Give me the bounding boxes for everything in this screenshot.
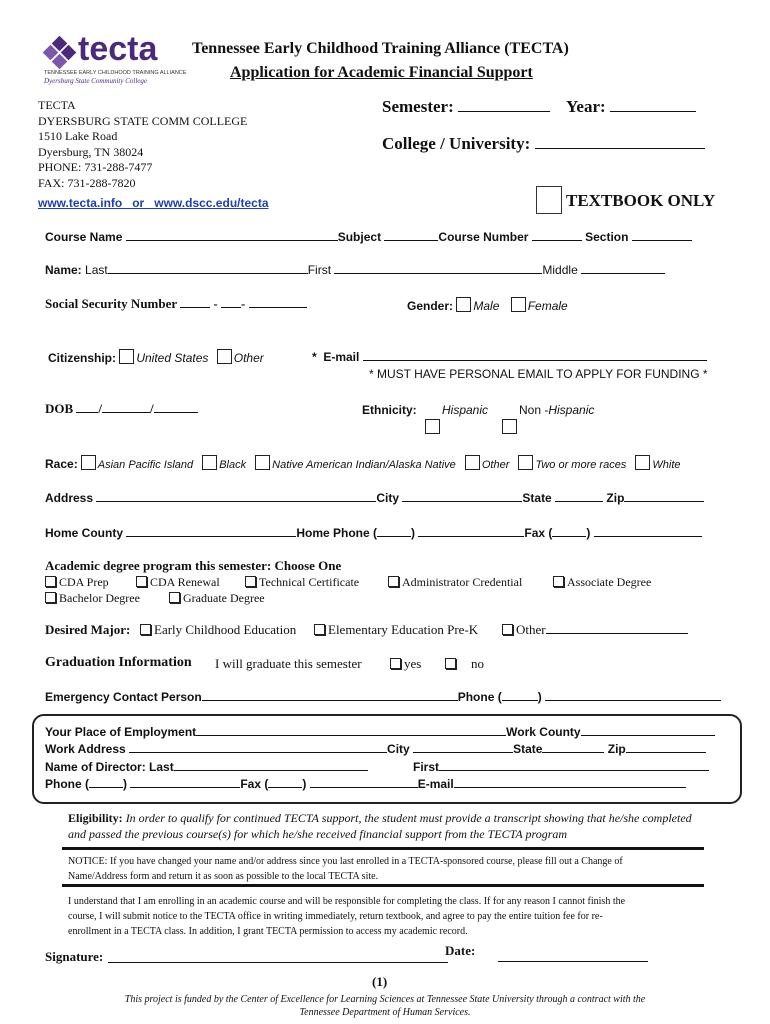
yes-label: yes [404,656,422,671]
emergency-contact-input[interactable] [202,689,458,701]
address-input[interactable] [96,490,376,502]
work-county-input[interactable] [581,724,715,736]
race-asian-checkbox[interactable] [81,455,96,470]
graduation-text: I will graduate this semester [215,656,362,671]
first-name-input[interactable] [334,262,542,274]
signature-input[interactable] [108,962,448,963]
address-block [38,98,247,191]
employment-row-2 [45,741,706,756]
signature-label: Signature: [45,949,104,964]
graduation-yes-wrap [390,656,421,672]
emergency-row [45,689,721,704]
diamond-logo-icon [42,36,78,72]
technical-certificate-checkbox[interactable] [245,576,256,587]
course-number-input[interactable] [532,229,582,241]
agreement-text [68,894,625,939]
page-title: Tennessee Early Childhood Training Alliance (TECTA) [192,40,569,57]
footer-text [0,993,770,1019]
non-hispanic-suffix: Hispanic [548,403,595,417]
emergency-contact-label: Emergency Contact Person [45,690,202,704]
major-option-wrap [140,622,296,638]
graduate-degree-checkbox[interactable] [169,592,180,603]
name-label: Name: [45,263,82,277]
address-line: TECTA [38,98,76,112]
work-email-label: E-mail [417,777,454,791]
agreement-line: I understand that I am enrolling in an academic course and will be responsible for completing the class. If for any reason I cannot finish the [68,896,626,907]
degree-option-wrap [388,575,522,590]
work-city-label: City [387,742,410,756]
race-two-or-more-checkbox[interactable] [518,455,533,470]
address-line: PHONE: 731-288-7477 [38,160,153,174]
work-phone-input[interactable] [130,776,240,788]
work-address-input[interactable] [129,741,387,753]
race-black-checkbox[interactable] [202,455,217,470]
section-input[interactable] [632,229,692,241]
paren-close: ) [123,777,127,791]
email-note: * MUST HAVE PERSONAL EMAIL TO APPLY FOR FUNDING * [369,367,708,381]
degree-option: Associate Degree [567,575,652,589]
major-option-wrap [314,622,478,638]
employment-row-1 [45,724,715,739]
no-label: no [471,656,484,671]
citizenship-row [48,349,264,365]
degree-option: CDA Renewal [150,575,220,589]
subject-input[interactable] [384,229,438,241]
course-row [45,229,692,244]
ssn-input-3[interactable] [249,296,307,308]
work-fax-input[interactable] [310,776,418,788]
year-label: Year: [566,97,606,116]
work-city-input[interactable] [413,741,513,753]
date-input[interactable] [498,961,648,962]
course-name-label: Course Name [45,230,123,244]
male-label: Male [473,299,500,313]
other-major-checkbox[interactable] [502,624,513,635]
work-fax-area-input[interactable] [268,776,302,788]
non-hispanic-label [519,403,594,417]
employer-label: Your Place of Employment [45,725,197,739]
degree-option: Administrator Credential [402,575,523,589]
ssn-row [45,296,307,312]
race-white-checkbox[interactable] [635,455,650,470]
non-prefix: Non - [519,403,549,417]
other-major-input[interactable] [546,622,688,634]
dob-separator: / [98,401,103,416]
cda-renewal-checkbox[interactable] [136,576,147,587]
degree-heading: Academic degree program this semester: Choose One [45,558,342,573]
address-line: Dyersburg, TN 38024 [38,144,144,159]
degree-option-wrap [136,575,220,590]
paren-close: ) [586,526,591,540]
work-phone-area-input[interactable] [89,776,123,788]
ethnicity-label: Ethnicity: [362,403,417,417]
footer-line: This project is funded by the Center of Excellence for Learning Sciences at Tennessee State University through a contract with the [124,994,646,1005]
major-option: Other [516,622,546,637]
address-line: FAX: 731-288-7820 [38,175,136,190]
work-county-label: Work County [506,725,581,739]
female-label: Female [527,299,568,313]
dob-year-input[interactable] [154,401,198,413]
first-name-label: First [307,263,332,277]
gender-row [407,297,568,313]
home-phone-area-input[interactable] [377,525,411,537]
last-name-label: Last [85,263,108,277]
work-zip-input[interactable] [626,741,706,753]
other-citizen-label: Other [233,351,264,365]
county-row [45,525,702,540]
dob-month-input[interactable] [76,401,98,413]
address-line: 1510 Lake Road [38,129,118,143]
logo-wordmark: tecta [78,30,158,68]
dob-label: DOB [45,401,74,416]
degree-option: Bachelor Degree [59,591,140,605]
home-phone-label: Home Phone ( [296,526,378,540]
ssn-input-1[interactable] [180,296,210,308]
divider [62,847,704,850]
notice-text [68,854,623,884]
page-number: (1) [372,974,388,989]
course-name-input[interactable] [126,229,338,241]
address-label: Address [45,491,94,505]
zip-label: Zip [606,491,625,505]
race-option: Asian Pacific Island [97,459,194,471]
agreement-line: enrollment in a TECTA class. In addition, I grant TECTA permission to access my academic record. [68,926,468,937]
eligibility-text [68,810,692,842]
race-option: White [652,459,681,471]
degree-option: Graduate Degree [183,591,265,605]
city-label: City [376,491,400,505]
last-name-input[interactable] [108,262,308,274]
date-label: Date: [445,943,476,958]
major-option-wrap [502,622,688,638]
name-row [45,262,665,277]
eligibility-line: and passed the previous course(s) for which he/she received financial support from the TECTA program [68,827,568,841]
other-citizen-checkbox[interactable] [217,349,232,364]
logo-line1: TENNESSEE EARLY CHILDHOOD TRAINING ALLIANCE [44,70,187,76]
race-option: Other [481,459,510,471]
textbook-only-label: TEXTBOOK ONLY [566,191,716,210]
graduation-label: Graduation Information [45,655,192,670]
race-option: Two or more races [535,459,627,471]
state-input[interactable] [555,490,603,502]
zip-input[interactable] [624,490,704,502]
male-checkbox[interactable] [456,297,471,312]
eligibility-label: Eligibility: [68,811,123,825]
semester-field[interactable] [382,97,550,117]
address-line: DYERSBURG STATE COMM COLLEGE [38,113,248,128]
gender-label: Gender: [407,299,454,313]
textbook-only-checkbox[interactable] [536,186,562,214]
graduate-no-checkbox[interactable] [445,658,456,669]
emergency-area-input[interactable] [502,689,538,701]
work-fax-label: Fax ( [240,777,269,791]
work-state-label: State [513,742,543,756]
ssn-label: Social Security Number [45,296,177,311]
employment-row-3b [413,759,709,774]
paren-close: ) [411,526,416,540]
degree-option-wrap [245,575,359,590]
logo-line2: Dyersburg State Community College [44,77,147,85]
home-phone-input[interactable] [418,525,524,537]
bachelor-degree-checkbox[interactable] [45,592,56,603]
ssn-separator: - [241,296,246,311]
footer-line: Tennessee Department of Human Services. [299,1007,471,1018]
dob-row [45,401,198,417]
hispanic-checkbox[interactable] [425,419,440,434]
page-subtitle: Application for Academic Financial Support [230,64,533,81]
race-other-checkbox[interactable] [465,455,480,470]
major-label: Desired Major: [45,622,131,637]
notice-line: Name/Address form and return it as soon as possible to the local TECTA site. [68,871,379,882]
ssn-input-2[interactable] [221,296,241,308]
address-row [45,490,704,505]
major-option: Early Childhood Education [154,622,297,637]
year-field[interactable] [566,97,696,117]
degree-row-1 [45,575,109,590]
dob-separator: / [150,401,154,416]
home-county-label: Home County [45,526,123,540]
course-number-label: Course Number [438,230,529,244]
ssn-separator: - [213,296,218,311]
us-citizen-label: United States [136,351,209,365]
middle-name-label: Middle [542,263,578,277]
race-label: Race: [45,457,78,471]
director-last-label: Name of Director: Last [45,760,174,774]
work-email-input[interactable] [454,776,686,788]
notice-line: NOTICE: If you have changed your name and/or address since you last enrolled in a TECTA-sponsored course, please fill out a Change of [68,856,623,867]
race-native-checkbox[interactable] [255,455,270,470]
employment-row-4 [45,776,686,791]
cda-prep-checkbox[interactable] [45,576,56,587]
major-option: Elementary Education Pre-K [328,622,479,637]
fax-input[interactable] [594,525,702,537]
degree-row-2 [45,591,140,606]
race-row [45,455,681,471]
college-label: College / University: [382,134,531,153]
email-row [312,349,707,364]
tecta-logo [40,30,187,94]
work-address-label: Work Address [45,742,126,756]
director-first-input[interactable] [439,759,709,771]
graduation-no-wrap [445,656,484,672]
fax-label: Fax ( [524,526,553,540]
subject-label: Subject [337,230,382,244]
city-input[interactable] [402,490,522,502]
college-field[interactable] [382,134,705,154]
degree-option: CDA Prep [59,575,109,589]
non-hispanic-checkbox[interactable] [502,419,517,434]
us-citizen-checkbox[interactable] [119,349,134,364]
degree-option-wrap [553,575,651,590]
graduate-yes-checkbox[interactable] [390,658,401,669]
administrator-credential-checkbox[interactable] [388,576,399,587]
emergency-phone-label: Phone ( [457,690,502,704]
emergency-phone-input[interactable] [545,689,721,701]
employment-row-3 [45,759,368,774]
paren-close: ) [302,777,307,791]
work-state-input[interactable] [542,741,604,753]
state-label: State [522,491,552,505]
elementary-major-checkbox[interactable] [314,624,325,635]
race-option: Black [219,459,247,471]
paren-close: ) [537,690,542,704]
degree-option-wrap [169,591,265,606]
dob-day-input[interactable] [102,401,150,413]
work-zip-label: Zip [607,742,626,756]
section-label: Section [585,230,629,244]
degree-option: Technical Certificate [259,575,360,589]
agreement-line: course, I will submit notice to the TECTA office in writing immediately, return textbook, and agree to pay the entire tuition fee for re- [68,911,603,922]
website-link[interactable]: www.tecta.info or www.dscc.edu/tecta [38,196,269,210]
hispanic-label: Hispanic [442,403,489,417]
director-first-label: First [413,760,440,774]
associate-degree-checkbox[interactable] [553,576,564,587]
divider [62,884,704,887]
race-option: Native American Indian/Alaska Native [272,459,456,471]
eligibility-line: In order to qualify for continued TECTA support, the student must provide a transcript showing that he/she completed [125,811,692,825]
middle-name-input[interactable] [581,262,665,274]
female-checkbox[interactable] [511,297,526,312]
email-label: * E-mail [312,350,360,364]
citizenship-label: Citizenship: [48,351,116,365]
home-county-input[interactable] [126,525,296,537]
work-phone-label: Phone ( [45,777,89,791]
email-input[interactable] [363,349,707,361]
semester-label: Semester: [382,97,454,116]
fax-area-input[interactable] [552,525,586,537]
employer-input[interactable] [196,724,506,736]
ece-major-checkbox[interactable] [140,624,151,635]
director-last-input[interactable] [174,759,368,771]
